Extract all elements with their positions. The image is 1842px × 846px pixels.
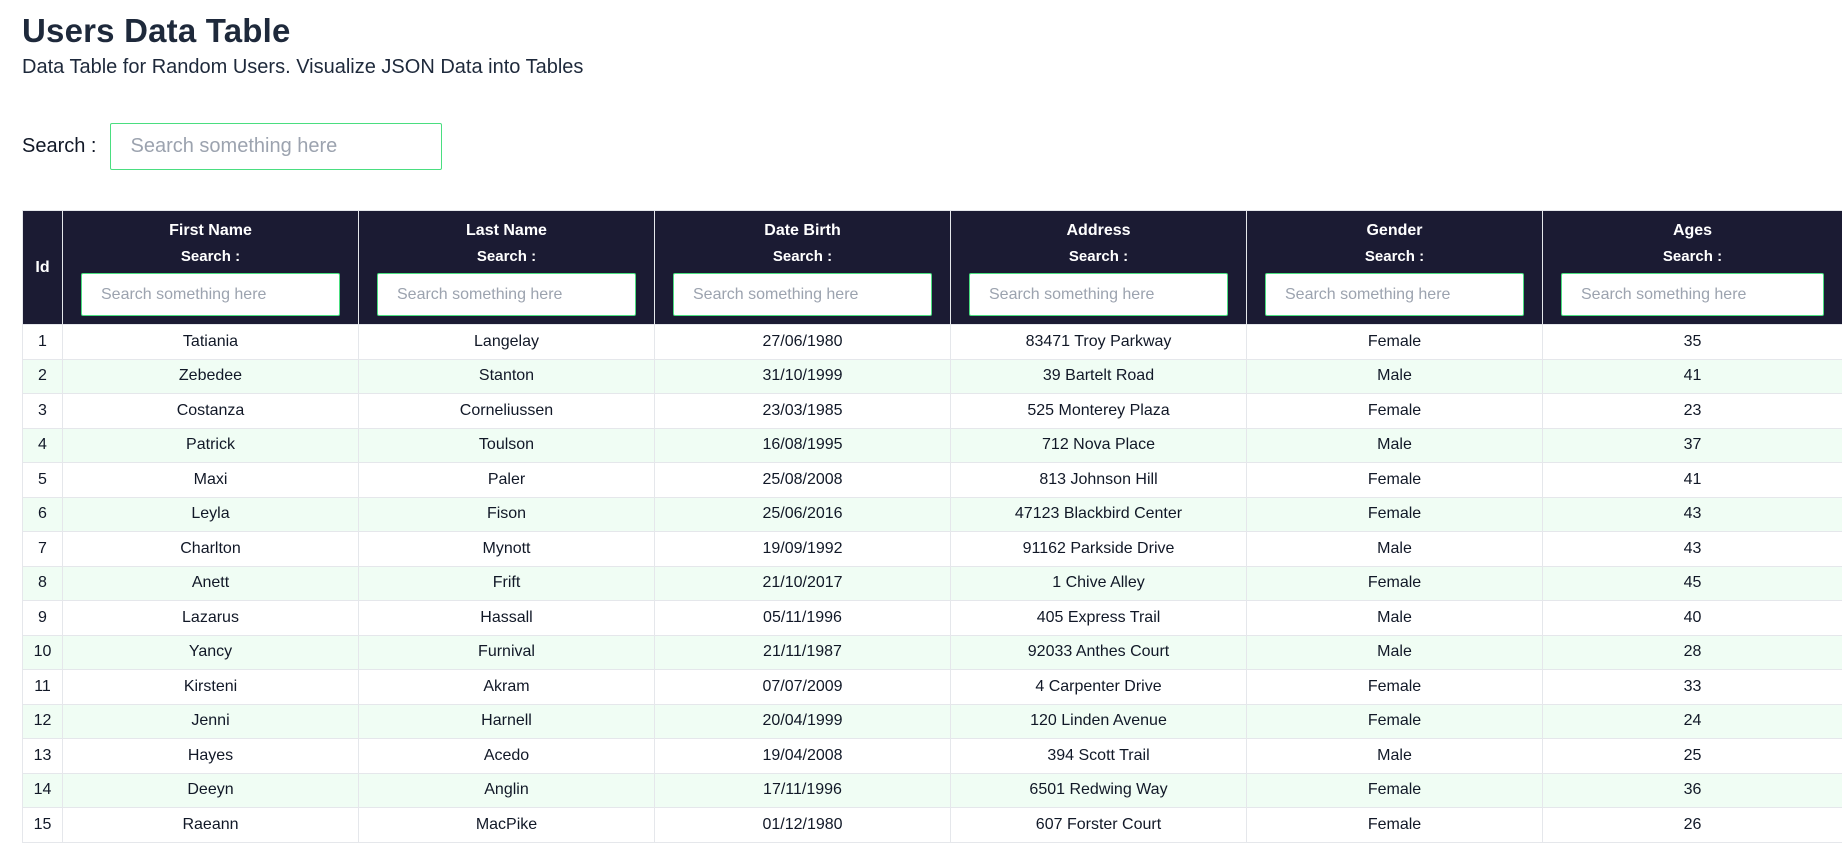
table-row [23, 670, 1842, 705]
cell-date-birth: 20/04/1999 [655, 704, 951, 739]
cell-address: 394 Scott Trail [951, 739, 1247, 774]
column-search-label: Search : [1662, 248, 1723, 265]
cell-first-name: Yancy [63, 635, 359, 670]
cell-date-birth: 17/11/1996 [655, 773, 951, 808]
column-header-ages [1543, 211, 1842, 325]
cell-first-name: Kirsteni [63, 670, 359, 705]
table-header [23, 211, 1842, 325]
column-title: Ages [1672, 222, 1713, 239]
cell-last-name: Paler [359, 463, 655, 498]
cell-gender: Male [1247, 359, 1543, 394]
table-body [23, 325, 1842, 843]
cell-ages: 43 [1543, 532, 1842, 567]
global-search-label: Search : [22, 134, 97, 157]
cell-first-name: Zebedee [63, 359, 359, 394]
users-table [22, 210, 1842, 843]
column-title: Date Birth [764, 222, 841, 239]
cell-first-name: Anett [63, 566, 359, 601]
column-title: Address [1066, 222, 1131, 239]
cell-address: 83471 Troy Parkway [951, 325, 1247, 360]
cell-last-name: Frift [359, 566, 655, 601]
cell-id: 7 [23, 532, 63, 567]
column-header-date-birth [655, 211, 951, 325]
table-row [23, 773, 1842, 808]
cell-first-name: Costanza [63, 394, 359, 429]
cell-gender: Female [1247, 463, 1543, 498]
cell-first-name: Deeyn [63, 773, 359, 808]
cell-date-birth: 23/03/1985 [655, 394, 951, 429]
cell-last-name: MacPike [359, 808, 655, 843]
cell-ages: 41 [1543, 359, 1842, 394]
cell-date-birth: 25/06/2016 [655, 497, 951, 532]
table-row [23, 635, 1842, 670]
cell-ages: 35 [1543, 325, 1842, 360]
column-title: Last Name [466, 222, 547, 239]
cell-last-name: Toulson [359, 428, 655, 463]
cell-date-birth: 27/06/1980 [655, 325, 951, 360]
cell-gender: Male [1247, 532, 1543, 567]
table-row [23, 497, 1842, 532]
cell-address: 47123 Blackbird Center [951, 497, 1247, 532]
cell-last-name: Hassall [359, 601, 655, 636]
cell-first-name: Jenni [63, 704, 359, 739]
cell-id: 9 [23, 601, 63, 636]
cell-id: 4 [23, 428, 63, 463]
column-search-input-ages[interactable] [1561, 273, 1824, 316]
cell-address: 405 Express Trail [951, 601, 1247, 636]
table-row [23, 463, 1842, 498]
cell-id: 5 [23, 463, 63, 498]
cell-gender: Female [1247, 704, 1543, 739]
cell-gender: Female [1247, 325, 1543, 360]
cell-ages: 45 [1543, 566, 1842, 601]
column-header-id: Id [23, 211, 63, 325]
cell-id: 10 [23, 635, 63, 670]
cell-last-name: Langelay [359, 325, 655, 360]
cell-first-name: Tatiania [63, 325, 359, 360]
cell-date-birth: 25/08/2008 [655, 463, 951, 498]
table-row [23, 808, 1842, 843]
cell-ages: 25 [1543, 739, 1842, 774]
cell-last-name: Akram [359, 670, 655, 705]
table-row [23, 359, 1842, 394]
cell-gender: Female [1247, 808, 1543, 843]
cell-date-birth: 05/11/1996 [655, 601, 951, 636]
cell-id: 1 [23, 325, 63, 360]
column-search-label: Search : [180, 248, 241, 265]
cell-address: 525 Monterey Plaza [951, 394, 1247, 429]
page-title: Users Data Table [22, 12, 291, 49]
table-row [23, 739, 1842, 774]
cell-date-birth: 21/10/2017 [655, 566, 951, 601]
cell-id: 12 [23, 704, 63, 739]
cell-first-name: Charlton [63, 532, 359, 567]
column-title: Gender [1366, 222, 1423, 239]
column-search-label: Search : [1068, 248, 1129, 265]
cell-id: 2 [23, 359, 63, 394]
column-header-content [1247, 221, 1542, 316]
column-search-input-last-name[interactable] [377, 273, 636, 316]
cell-gender: Female [1247, 773, 1543, 808]
table-row [23, 704, 1842, 739]
cell-id: 11 [23, 670, 63, 705]
cell-address: 92033 Anthes Court [951, 635, 1247, 670]
cell-first-name: Raeann [63, 808, 359, 843]
cell-address: 91162 Parkside Drive [951, 532, 1247, 567]
cell-address: 39 Bartelt Road [951, 359, 1247, 394]
cell-date-birth: 07/07/2009 [655, 670, 951, 705]
column-search-input-gender[interactable] [1265, 273, 1524, 316]
cell-gender: Male [1247, 601, 1543, 636]
cell-last-name: Corneliussen [359, 394, 655, 429]
cell-address: 120 Linden Avenue [951, 704, 1247, 739]
column-header-content [63, 221, 358, 316]
column-header-gender [1247, 211, 1543, 325]
table-row [23, 532, 1842, 567]
table-row [23, 566, 1842, 601]
cell-first-name: Hayes [63, 739, 359, 774]
column-search-input-first-name[interactable] [81, 273, 340, 316]
column-search-label: Search : [1364, 248, 1425, 265]
cell-first-name: Lazarus [63, 601, 359, 636]
column-header-content [655, 221, 950, 316]
table-row [23, 394, 1842, 429]
cell-ages: 24 [1543, 704, 1842, 739]
cell-id: 3 [23, 394, 63, 429]
cell-date-birth: 16/08/1995 [655, 428, 951, 463]
column-title: First Name [169, 222, 252, 239]
cell-ages: 23 [1543, 394, 1842, 429]
cell-gender: Female [1247, 497, 1543, 532]
users-table-container [22, 210, 1842, 843]
cell-gender: Male [1247, 428, 1543, 463]
column-header-content [951, 221, 1246, 316]
header-row [23, 211, 1842, 325]
column-header-content [1543, 221, 1842, 316]
cell-date-birth: 21/11/1987 [655, 635, 951, 670]
cell-address: 607 Forster Court [951, 808, 1247, 843]
cell-gender: Female [1247, 670, 1543, 705]
cell-last-name: Stanton [359, 359, 655, 394]
cell-address: 4 Carpenter Drive [951, 670, 1247, 705]
cell-gender: Female [1247, 566, 1543, 601]
cell-date-birth: 01/12/1980 [655, 808, 951, 843]
column-header-content [359, 221, 654, 316]
global-search-input[interactable] [110, 123, 442, 170]
cell-ages: 28 [1543, 635, 1842, 670]
cell-address: 813 Johnson Hill [951, 463, 1247, 498]
cell-first-name: Patrick [63, 428, 359, 463]
cell-last-name: Anglin [359, 773, 655, 808]
column-header-last-name [359, 211, 655, 325]
cell-first-name: Maxi [63, 463, 359, 498]
table-row [23, 428, 1842, 463]
cell-address: 1 Chive Alley [951, 566, 1247, 601]
global-search [22, 121, 442, 171]
cell-date-birth: 19/04/2008 [655, 739, 951, 774]
cell-id: 6 [23, 497, 63, 532]
cell-last-name: Mynott [359, 532, 655, 567]
cell-last-name: Furnival [359, 635, 655, 670]
cell-gender: Male [1247, 635, 1543, 670]
column-search-label: Search : [476, 248, 537, 265]
page-subtitle: Data Table for Random Users. Visualize JSON Data into Tables [22, 56, 584, 78]
column-header-first-name [63, 211, 359, 325]
column-search-input-address[interactable] [969, 273, 1228, 316]
cell-address: 712 Nova Place [951, 428, 1247, 463]
cell-id: 13 [23, 739, 63, 774]
cell-ages: 43 [1543, 497, 1842, 532]
cell-ages: 37 [1543, 428, 1842, 463]
cell-first-name: Leyla [63, 497, 359, 532]
cell-gender: Female [1247, 394, 1543, 429]
cell-address: 6501 Redwing Way [951, 773, 1247, 808]
cell-last-name: Acedo [359, 739, 655, 774]
cell-ages: 41 [1543, 463, 1842, 498]
cell-id: 8 [23, 566, 63, 601]
cell-id: 15 [23, 808, 63, 843]
cell-gender: Male [1247, 739, 1543, 774]
cell-date-birth: 31/10/1999 [655, 359, 951, 394]
cell-last-name: Harnell [359, 704, 655, 739]
cell-last-name: Fison [359, 497, 655, 532]
table-row [23, 601, 1842, 636]
cell-date-birth: 19/09/1992 [655, 532, 951, 567]
cell-ages: 36 [1543, 773, 1842, 808]
column-search-label: Search : [772, 248, 833, 265]
cell-id: 14 [23, 773, 63, 808]
table-row [23, 325, 1842, 360]
cell-ages: 40 [1543, 601, 1842, 636]
column-header-address [951, 211, 1247, 325]
cell-ages: 26 [1543, 808, 1842, 843]
column-search-input-date-birth[interactable] [673, 273, 932, 316]
cell-ages: 33 [1543, 670, 1842, 705]
